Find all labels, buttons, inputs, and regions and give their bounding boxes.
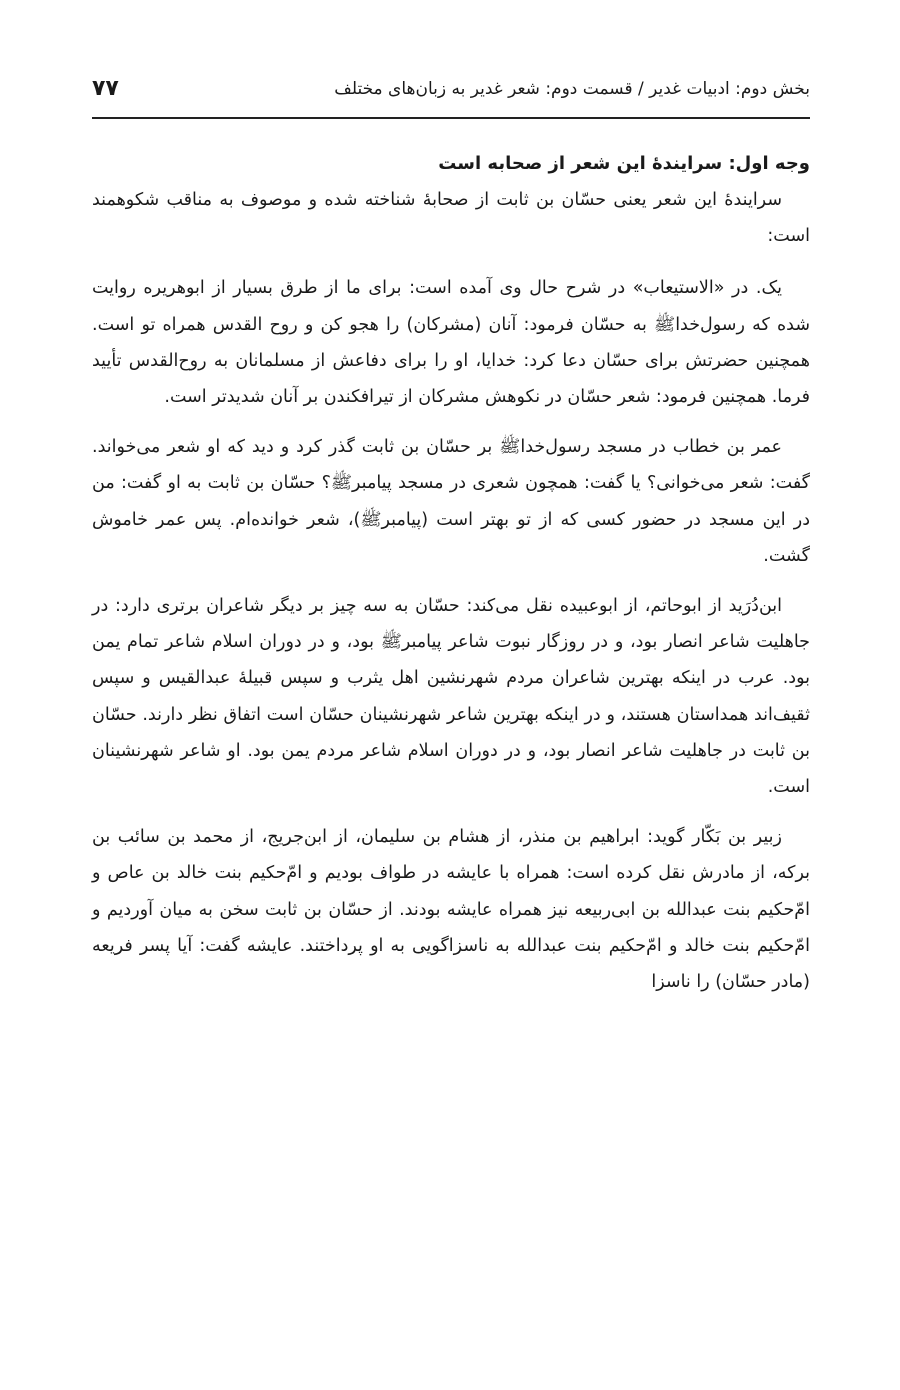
running-head-title: بخش دوم: ادبیات غدیر / قسمت دوم: شعر غدیر به زبان‌های مختلف bbox=[334, 79, 810, 99]
paragraph: زبیر بن بَکّار گوید: ابراهیم بن منذر، از هشام بن سلیمان، از ابن‌جریج، از محمد بن سائب بن برکه، از مادرش نقل کرده است: همراه با عایشه در طواف بودیم و امّ‌حکیم بنت خالد بن عاص و امّ‌حکیم بنت عبدالله بن ابی‌ربیعه نیز همراه عایشه بودند. از حسّان بن ثابت سخن به میان آوردیم و امّ‌حکیم بنت خالد و امّ‌حکیم بنت عبدالله به ناسزاگویی به او پرداختند. عایشه گفت: آیا پسر فریعه (مادر حسّان) را ناسزا bbox=[92, 827, 810, 993]
paragraph: یک. در «الاستیعاب» در شرح حال وی آمده است: برای ما از طرق بسیار از ابوهریره روایت شده که رسول‌خداﷺ به حسّان فرمود: آنان (مشرکان) را هجو کن و روح القدس همراه تو است. همچنین حضرتش برای حسّان دعا کرد: خدایا، او را برای دفاعش از مسلمانان به روح‌القدس تأیید فرما. همچنین فرمود: شعر حسّان در نکوهش مشرکان از تیرافکندن بر آنان شدیدتر است. bbox=[92, 278, 810, 408]
header-rule bbox=[92, 117, 810, 119]
paragraph: ابن‌دُرَید از ابوحاتم، از ابوعبیده نقل می‌کند: حسّان به سه چیز بر دیگر شاعران برتری دارد: در جاهلیت شاعر انصار بود، و در روزگار نبوت شاعر پیامبرﷺ بود، و در دوران اسلام شاعر تمام یمن بود. عرب در اینکه بهترین شاعران مردم شهرنشین اهل یثرب و سپس قبیلهٔ عبدالقیس و سپس ثقیف‌اند همداستان هستند، و در اینکه بهترین شاعر شهرنشینان حسّان است اتفاق نظر دارند. حسّان بن ثابت در جاهلیت شاعر انصار بود، و در دوران اسلام شاعر مردم یمن بود. او شاعر شهرنشینان است. bbox=[92, 596, 810, 798]
page-number: ۷۷ bbox=[92, 76, 119, 101]
book-page bbox=[92, 0, 810, 1390]
page-body bbox=[92, 146, 810, 1014]
paragraph: عمر بن خطاب در مسجد رسول‌خداﷺ بر حسّان بن ثابت گذر کرد و دید که او شعر می‌خواند. گفت: شعر می‌خوانی؟ یا گفت: همچون شعری در مسجد پیامبرﷺ؟ حسّان بن ثابت به او گفت: من در این مسجد در حضور کسی که از تو بهتر است (پیامبرﷺ)، شعر خوانده‌ام. پس عمر خاموش گشت. bbox=[92, 437, 810, 566]
intro-paragraph: سرایندهٔ این شعر یعنی حسّان بن ثابت از صحابهٔ شناخته شده و موصوف به مناقب شکوهمند است: bbox=[92, 190, 810, 247]
section-heading: وجه اول: سرایندهٔ این شعر از صحابه است bbox=[438, 153, 810, 174]
running-head bbox=[92, 72, 810, 106]
